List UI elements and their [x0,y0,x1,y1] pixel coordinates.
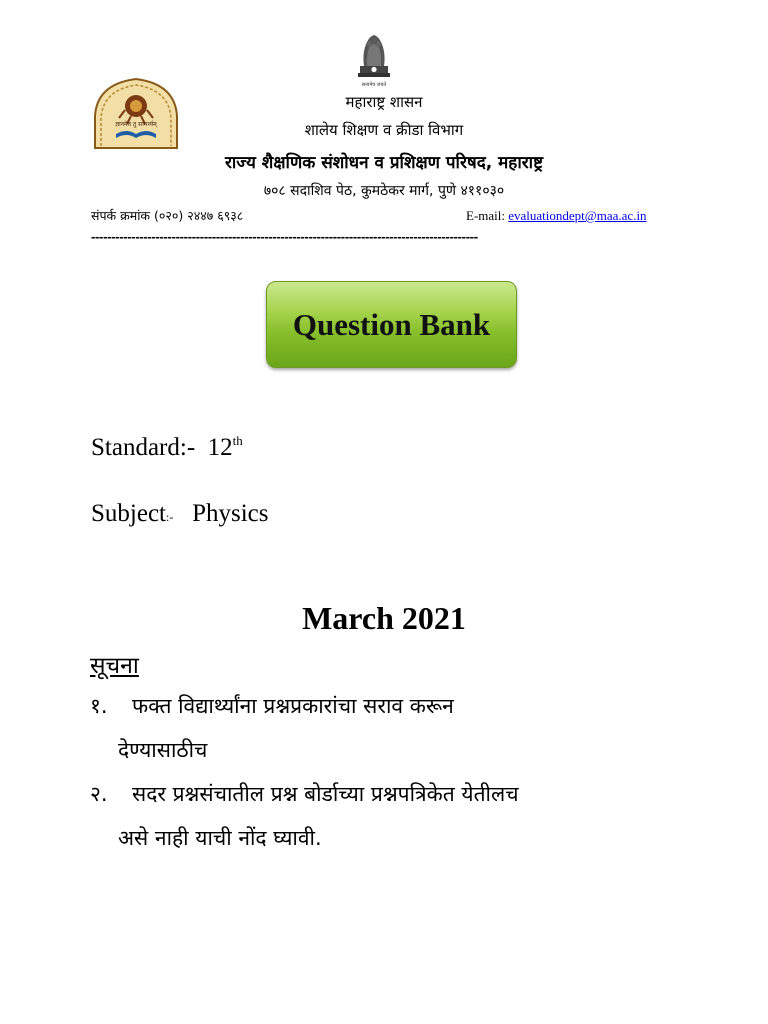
instruction-item [90,684,690,772]
instruction-text-continued: देण्यासाठीच [118,738,208,762]
email-label: E-mail: [466,208,505,223]
header-department: शालेय शिक्षण व क्रीडा विभाग [304,121,464,139]
header-address: ७०८ सदाशिव पेठ, कुमठेकर मार्ग, पुणे ४११०३० [263,183,505,199]
instruction-item [90,772,690,860]
email-line [466,208,647,224]
exam-session: March 2021 [302,600,466,636]
header-organisation: राज्य शैक्षणिक संशोधन व प्रशिक्षण परिषद, महाराष्ट्र [224,153,544,173]
contact-number: संपर्क क्रमांक (०२०) २४४७ ६९३८ [91,208,244,223]
emblem-motto: सत्यमेव जयते [361,82,387,88]
instruction-number: २. [90,782,108,806]
instruction-text: सदर प्रश्नसंचातील प्रश्न बोर्डाच्या प्रश्नपत्रिकेत येतीलच [132,782,519,806]
subject-separator: :- [166,510,174,524]
question-bank-banner [266,281,517,368]
subject-label: Subject [91,500,166,527]
standard-label: Standard:- [91,434,196,461]
subject-line [91,500,269,528]
header-government: महाराष्ट्र शासन [345,93,423,111]
logo-motto: ज्ञानमेव तु सामर्थ्यम् [115,121,157,128]
standard-suffix: th [232,433,243,448]
separator-line: ------------------------------------------------------------------------------------------------ [91,229,478,244]
instructions-heading: सूचना [90,653,139,679]
standard-value: 12 [207,434,233,461]
national-emblem-icon [352,30,396,88]
instruction-number: १. [90,694,108,718]
email-link[interactable]: evaluationdept@maa.ac.in [508,208,647,223]
banner-label: Question Bank [292,306,491,342]
subject-value: Physics [192,500,269,527]
standard-line [91,433,243,462]
instruction-text: फक्त विद्यार्थ्यांना प्रश्नप्रकारांचा सराव करून [132,694,454,718]
instruction-text-continued: असे नाही याची नोंद घ्यावी. [118,826,322,850]
